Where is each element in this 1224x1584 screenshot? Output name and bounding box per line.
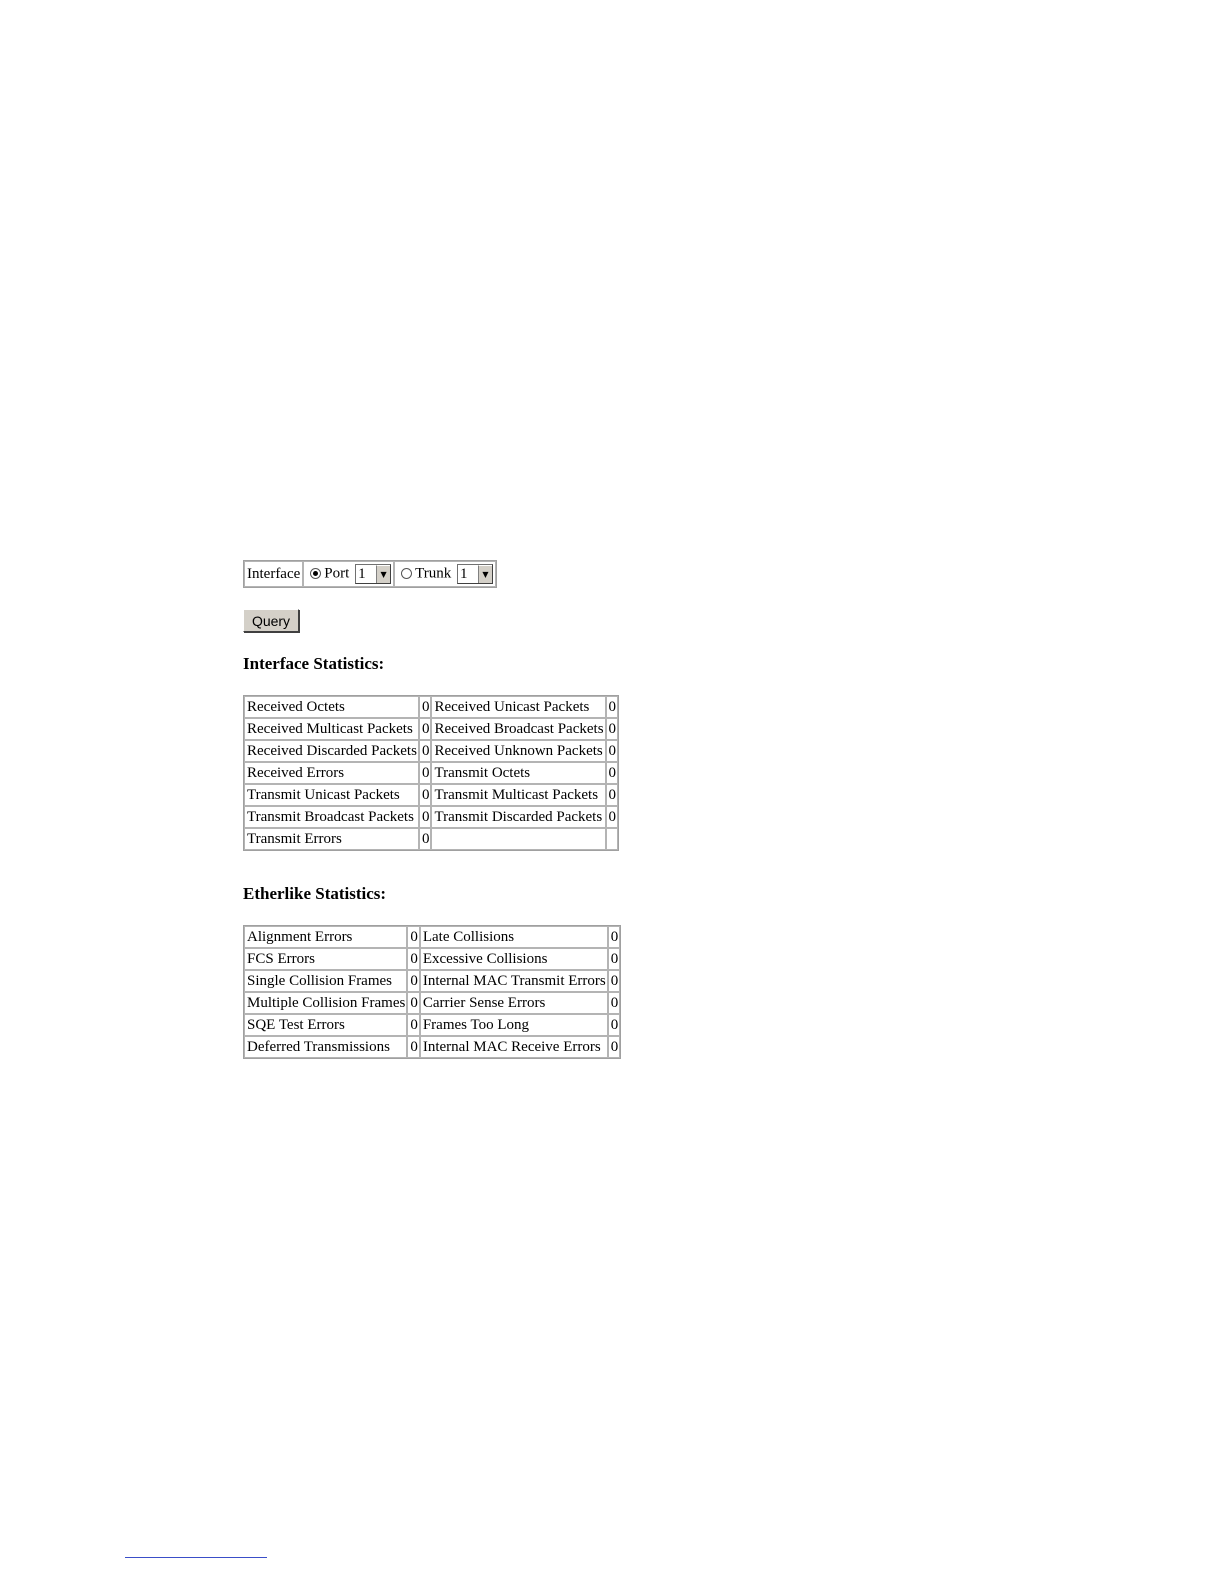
stat-value: 0 (608, 948, 621, 970)
trunk-label: Trunk (415, 565, 452, 582)
stat-label: Received Unknown Packets (431, 740, 605, 762)
table-row (244, 948, 620, 970)
stat-label: Deferred Transmissions (244, 1036, 407, 1058)
stat-label: Transmit Octets (431, 762, 605, 784)
port-option[interactable] (303, 561, 394, 587)
stat-label: Alignment Errors (244, 926, 407, 948)
stat-label: Received Unicast Packets (431, 696, 605, 718)
stat-value: 0 (608, 926, 621, 948)
stat-label: Transmit Discarded Packets (431, 806, 605, 828)
stat-value (606, 828, 619, 850)
stat-value: 0 (606, 806, 619, 828)
table-row (244, 1036, 620, 1058)
table-row (244, 740, 618, 762)
stat-label: Transmit Unicast Packets (244, 784, 419, 806)
table-row (244, 992, 620, 1014)
stat-value: 0 (606, 784, 619, 806)
port-radio[interactable] (310, 568, 321, 579)
chevron-down-icon[interactable]: ▼ (376, 565, 390, 583)
stat-value: 0 (407, 1014, 420, 1036)
stat-value: 0 (606, 740, 619, 762)
stat-value: 0 (608, 970, 621, 992)
interface-label: Interface (244, 561, 303, 587)
stat-label: SQE Test Errors (244, 1014, 407, 1036)
stat-value: 0 (606, 696, 619, 718)
stat-label: Internal MAC Transmit Errors (420, 970, 608, 992)
stat-value: 0 (407, 926, 420, 948)
stat-label: Frames Too Long (420, 1014, 608, 1036)
stat-label: Received Broadcast Packets (431, 718, 605, 740)
chevron-down-icon[interactable]: ▼ (478, 565, 492, 583)
stat-label: Received Octets (244, 696, 419, 718)
stat-label: FCS Errors (244, 948, 407, 970)
stat-label: Transmit Errors (244, 828, 419, 850)
table-row (244, 806, 618, 828)
stat-value: 0 (407, 1036, 420, 1058)
stat-label: Transmit Broadcast Packets (244, 806, 419, 828)
port-select[interactable] (355, 564, 391, 584)
stat-label: Transmit Multicast Packets (431, 784, 605, 806)
stat-value: 0 (407, 948, 420, 970)
table-row (244, 696, 618, 718)
stat-label: Received Discarded Packets (244, 740, 419, 762)
table-row (244, 828, 618, 850)
query-button[interactable]: Query (243, 609, 299, 632)
trunk-radio[interactable] (401, 568, 412, 579)
stat-value: 0 (419, 718, 432, 740)
stat-value: 0 (419, 740, 432, 762)
stat-value: 0 (419, 828, 432, 850)
stat-value: 0 (407, 992, 420, 1014)
stat-value: 0 (419, 806, 432, 828)
table-row (244, 1014, 620, 1036)
stat-value: 0 (606, 762, 619, 784)
trunk-option[interactable] (394, 561, 496, 587)
stat-value: 0 (608, 1014, 621, 1036)
interface-statistics-table (243, 695, 619, 851)
stat-label: Received Errors (244, 762, 419, 784)
table-row (244, 926, 620, 948)
stat-label: Excessive Collisions (420, 948, 608, 970)
stat-label: Received Multicast Packets (244, 718, 419, 740)
stat-value: 0 (407, 970, 420, 992)
table-row (244, 784, 618, 806)
table-row (244, 970, 620, 992)
port-select-value: 1 (358, 566, 366, 582)
table-row (244, 762, 618, 784)
footnote-rule (125, 1557, 267, 1558)
trunk-select[interactable] (457, 564, 493, 584)
stat-label: Late Collisions (420, 926, 608, 948)
stat-label (431, 828, 605, 850)
interface-statistics-title: Interface Statistics: (243, 654, 385, 673)
stat-value: 0 (419, 784, 432, 806)
statistics-panel (243, 560, 619, 1055)
stat-value: 0 (419, 762, 432, 784)
etherlike-statistics-table (243, 925, 621, 1059)
port-label: Port (324, 565, 350, 582)
etherlike-statistics-title: Etherlike Statistics: (243, 884, 387, 903)
stat-value: 0 (608, 992, 621, 1014)
stat-value: 0 (608, 1036, 621, 1058)
stat-label: Multiple Collision Frames (244, 992, 407, 1014)
stat-label: Carrier Sense Errors (420, 992, 608, 1014)
trunk-select-value: 1 (459, 566, 468, 582)
table-row (244, 718, 618, 740)
stat-value: 0 (606, 718, 619, 740)
stat-label: Internal MAC Receive Errors (420, 1036, 608, 1058)
stat-value: 0 (419, 696, 432, 718)
stat-label: Single Collision Frames (244, 970, 407, 992)
interface-selector (243, 560, 497, 588)
